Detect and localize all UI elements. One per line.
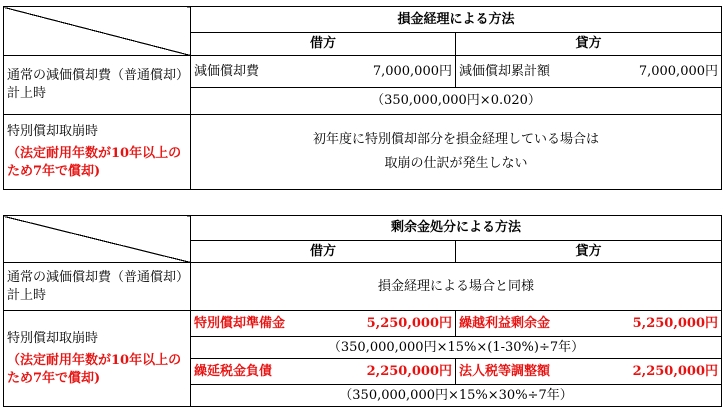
debit-header: 借方 xyxy=(191,33,456,56)
debit-account: 特別償却準備金 xyxy=(194,315,286,331)
credit-account: 減価償却累計額 xyxy=(459,63,551,79)
credit-entry-2 xyxy=(456,359,722,385)
formula-text: （350,000,000円×0.020） xyxy=(191,88,722,115)
row-label-special-depreciation-reversal xyxy=(4,115,191,190)
debit-account: 繰延税金負債 xyxy=(194,363,273,379)
formula-text-2: （350,000,000円×15%×30%÷7年） xyxy=(191,385,722,407)
credit-account: 繰越利益剰余金 xyxy=(459,315,551,331)
no-entry-line1: 初年度に特別償却部分を損金経理している場合は xyxy=(313,132,600,147)
row-label-regular-depreciation: 通常の減価償却費（普通償却）計上時 xyxy=(4,56,191,115)
credit-amount: 5,250,000円 xyxy=(632,315,719,331)
no-entry-line2: 取崩の仕訳が発生しない xyxy=(384,156,528,171)
loss-accounting-method-table xyxy=(3,6,722,190)
method-title: 損金経理による方法 xyxy=(191,7,722,33)
debit-account: 減価償却費 xyxy=(194,63,260,79)
row-label-note: （法定耐用年数が10年以上のため7年で償却) xyxy=(7,146,182,179)
debit-amount: 2,250,000円 xyxy=(366,363,452,379)
credit-entry-1 xyxy=(456,311,722,337)
credit-header: 貸方 xyxy=(456,33,722,56)
same-as-loss-accounting-text: 損金経理による場合と同様 xyxy=(191,263,722,311)
debit-entry-1 xyxy=(191,311,456,337)
credit-entry xyxy=(456,56,722,88)
row-label-text: 特別償却取崩時 xyxy=(7,330,99,346)
debit-entry-2 xyxy=(191,359,456,385)
credit-amount: 7,000,000円 xyxy=(638,63,719,79)
credit-amount: 2,250,000円 xyxy=(632,363,719,379)
formula-text-1: （350,000,000円×15%×(1-30%)÷7年） xyxy=(191,337,722,359)
row-label-special-depreciation-reversal xyxy=(4,311,191,407)
debit-entry xyxy=(191,56,456,88)
diagonal-header-cell xyxy=(4,7,191,56)
credit-header: 貸方 xyxy=(456,241,722,263)
debit-amount: 7,000,000円 xyxy=(372,63,452,79)
surplus-appropriation-method-table xyxy=(3,215,722,407)
row-label-note: （法定耐用年数が10年以上のため7年で償却) xyxy=(7,352,182,386)
credit-account: 法人税等調整額 xyxy=(459,363,551,379)
row-label-regular-depreciation: 通常の減価償却費（普通償却）計上時 xyxy=(4,263,191,311)
method-title: 剰余金処分による方法 xyxy=(191,216,722,241)
row-label-text: 特別償却取崩時 xyxy=(7,124,99,139)
no-entry-text xyxy=(191,115,722,190)
debit-header: 借方 xyxy=(191,241,456,263)
debit-amount: 5,250,000円 xyxy=(366,315,452,331)
diagonal-header-cell xyxy=(4,216,191,263)
